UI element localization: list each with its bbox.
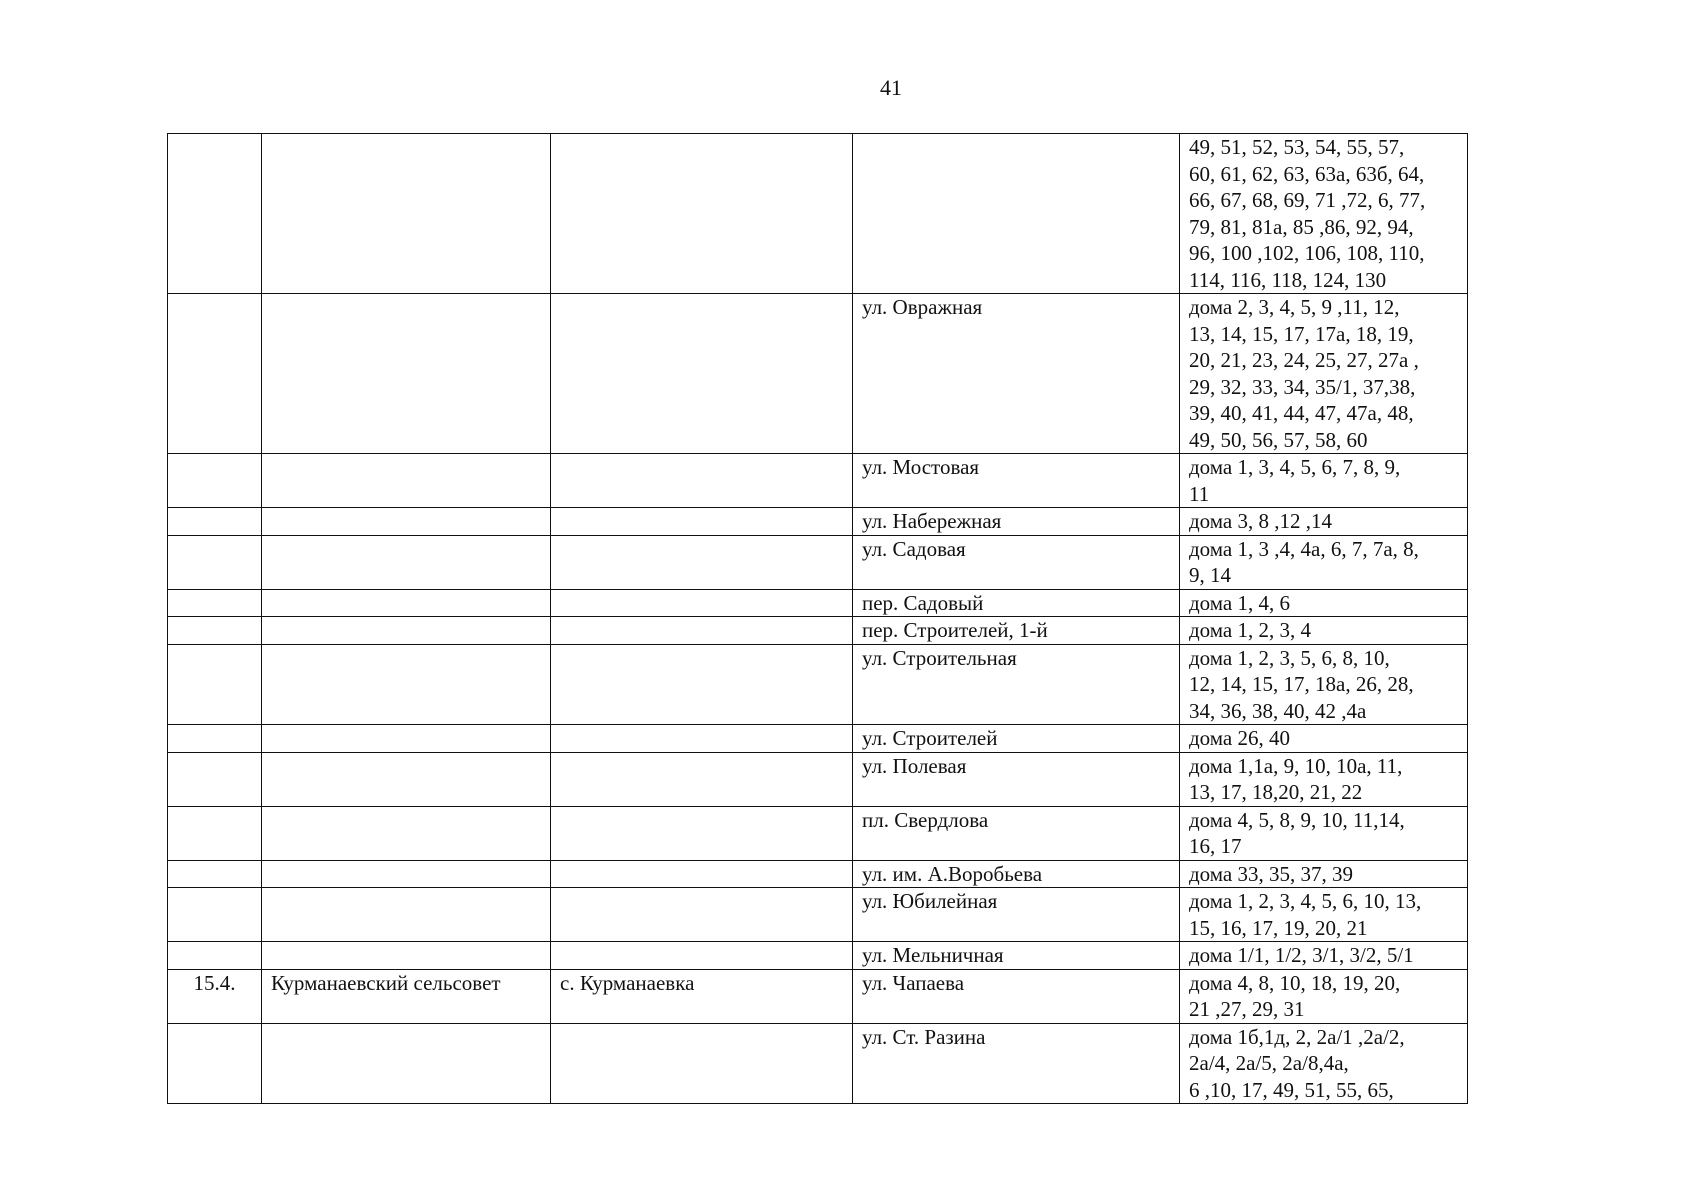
cell-street bbox=[853, 134, 1180, 294]
cell-settlement: с. Курманаевка bbox=[551, 969, 853, 1023]
table-row bbox=[168, 942, 1468, 970]
cell-street: ул. Строителей bbox=[853, 725, 1180, 753]
cell-street: пер. Садовый bbox=[853, 589, 1180, 617]
cell-houses: дома 1, 3, 4, 5, 6, 7, 8, 9, 11 bbox=[1180, 454, 1468, 508]
table-row bbox=[168, 752, 1468, 806]
cell-council bbox=[262, 942, 551, 970]
cell-settlement bbox=[551, 725, 853, 753]
cell-houses: дома 1, 3 ,4, 4а, 6, 7, 7а, 8, 9, 14 bbox=[1180, 535, 1468, 589]
cell-street: пл. Свердлова bbox=[853, 806, 1180, 860]
cell-council bbox=[262, 644, 551, 725]
cell-houses: дома 26, 40 bbox=[1180, 725, 1468, 753]
cell-houses: дома 2, 3, 4, 5, 9 ,11, 12, 13, 14, 15, 17, 17а, 18, 19, 20, 21, 23, 24, 25, 27, 27а , 29, 32, 33, 34, 35/1, 37,38, 39, 40, 41, 44, 47, 47а, 48, 49, 50, 56, 57, 58, 60 bbox=[1180, 294, 1468, 454]
cell-council bbox=[262, 589, 551, 617]
cell-houses: дома 3, 8 ,12 ,14 bbox=[1180, 508, 1468, 536]
cell-settlement bbox=[551, 617, 853, 645]
cell-number bbox=[168, 806, 262, 860]
cell-street: ул. Набережная bbox=[853, 508, 1180, 536]
cell-houses: дома 33, 35, 37, 39 bbox=[1180, 860, 1468, 888]
table-row bbox=[168, 969, 1468, 1023]
cell-settlement bbox=[551, 860, 853, 888]
table-row bbox=[168, 508, 1468, 536]
cell-number bbox=[168, 942, 262, 970]
cell-number bbox=[168, 617, 262, 645]
cell-settlement bbox=[551, 888, 853, 942]
cell-street: ул. Полевая bbox=[853, 752, 1180, 806]
cell-council bbox=[262, 725, 551, 753]
cell-houses: дома 4, 5, 8, 9, 10, 11,14, 16, 17 bbox=[1180, 806, 1468, 860]
cell-number bbox=[168, 644, 262, 725]
cell-street: ул. им. А.Воробьева bbox=[853, 860, 1180, 888]
table-row bbox=[168, 1023, 1468, 1104]
table-row bbox=[168, 294, 1468, 454]
cell-settlement bbox=[551, 589, 853, 617]
cell-number bbox=[168, 752, 262, 806]
address-table bbox=[167, 133, 1468, 1104]
cell-street: ул. Овражная bbox=[853, 294, 1180, 454]
cell-houses: дома 1/1, 1/2, 3/1, 3/2, 5/1 bbox=[1180, 942, 1468, 970]
cell-number bbox=[168, 134, 262, 294]
cell-street: ул. Мельничная bbox=[853, 942, 1180, 970]
cell-settlement bbox=[551, 134, 853, 294]
cell-settlement bbox=[551, 294, 853, 454]
cell-houses: дома 1, 4, 6 bbox=[1180, 589, 1468, 617]
table-row bbox=[168, 888, 1468, 942]
table-row bbox=[168, 860, 1468, 888]
cell-settlement bbox=[551, 752, 853, 806]
cell-council bbox=[262, 508, 551, 536]
table-row bbox=[168, 644, 1468, 725]
cell-settlement bbox=[551, 644, 853, 725]
table-row bbox=[168, 806, 1468, 860]
cell-houses: дома 1, 2, 3, 5, 6, 8, 10, 12, 14, 15, 17, 18а, 26, 28, 34, 36, 38, 40, 42 ,4а bbox=[1180, 644, 1468, 725]
cell-houses: 49, 51, 52, 53, 54, 55, 57, 60, 61, 62, 63, 63а, 63б, 64, 66, 67, 68, 69, 71 ,72, 6, 77, 79, 81, 81а, 85 ,86, 92, 94, 96, 100 ,102, 106, 108, 110, 114, 116, 118, 124, 130 bbox=[1180, 134, 1468, 294]
table-row bbox=[168, 535, 1468, 589]
cell-number bbox=[168, 589, 262, 617]
cell-settlement bbox=[551, 806, 853, 860]
cell-settlement bbox=[551, 942, 853, 970]
cell-street: ул. Чапаева bbox=[853, 969, 1180, 1023]
cell-number bbox=[168, 725, 262, 753]
cell-council bbox=[262, 860, 551, 888]
cell-houses: дома 1, 2, 3, 4 bbox=[1180, 617, 1468, 645]
table-row bbox=[168, 134, 1468, 294]
cell-council bbox=[262, 806, 551, 860]
page-number: 41 bbox=[880, 75, 902, 100]
cell-council bbox=[262, 752, 551, 806]
cell-street: пер. Строителей, 1-й bbox=[853, 617, 1180, 645]
cell-number bbox=[168, 294, 262, 454]
cell-council bbox=[262, 535, 551, 589]
cell-street: ул. Ст. Разина bbox=[853, 1023, 1180, 1104]
cell-settlement bbox=[551, 1023, 853, 1104]
cell-houses: дома 1, 2, 3, 4, 5, 6, 10, 13, 15, 16, 17, 19, 20, 21 bbox=[1180, 888, 1468, 942]
cell-number bbox=[168, 860, 262, 888]
cell-council bbox=[262, 1023, 551, 1104]
cell-houses: дома 1б,1д, 2, 2а/1 ,2а/2, 2а/4, 2а/5, 2а/8,4а, 6 ,10, 17, 49, 51, 55, 65, bbox=[1180, 1023, 1468, 1104]
cell-houses: дома 1,1а, 9, 10, 10а, 11, 13, 17, 18,20, 21, 22 bbox=[1180, 752, 1468, 806]
table-row bbox=[168, 589, 1468, 617]
table-row bbox=[168, 617, 1468, 645]
table-row bbox=[168, 454, 1468, 508]
cell-settlement bbox=[551, 454, 853, 508]
cell-street: ул. Садовая bbox=[853, 535, 1180, 589]
cell-number bbox=[168, 535, 262, 589]
cell-council bbox=[262, 294, 551, 454]
table-row bbox=[168, 725, 1468, 753]
cell-street: ул. Мостовая bbox=[853, 454, 1180, 508]
cell-council bbox=[262, 454, 551, 508]
cell-number: 15.4. bbox=[168, 969, 262, 1023]
cell-council bbox=[262, 134, 551, 294]
cell-council: Курманаевский сельсовет bbox=[262, 969, 551, 1023]
cell-street: ул. Юбилейная bbox=[853, 888, 1180, 942]
cell-council bbox=[262, 617, 551, 645]
cell-council bbox=[262, 888, 551, 942]
cell-settlement bbox=[551, 535, 853, 589]
cell-number bbox=[168, 1023, 262, 1104]
cell-settlement bbox=[551, 508, 853, 536]
cell-number bbox=[168, 454, 262, 508]
cell-number bbox=[168, 508, 262, 536]
cell-street: ул. Строительная bbox=[853, 644, 1180, 725]
cell-houses: дома 4, 8, 10, 18, 19, 20, 21 ,27, 29, 31 bbox=[1180, 969, 1468, 1023]
cell-number bbox=[168, 888, 262, 942]
